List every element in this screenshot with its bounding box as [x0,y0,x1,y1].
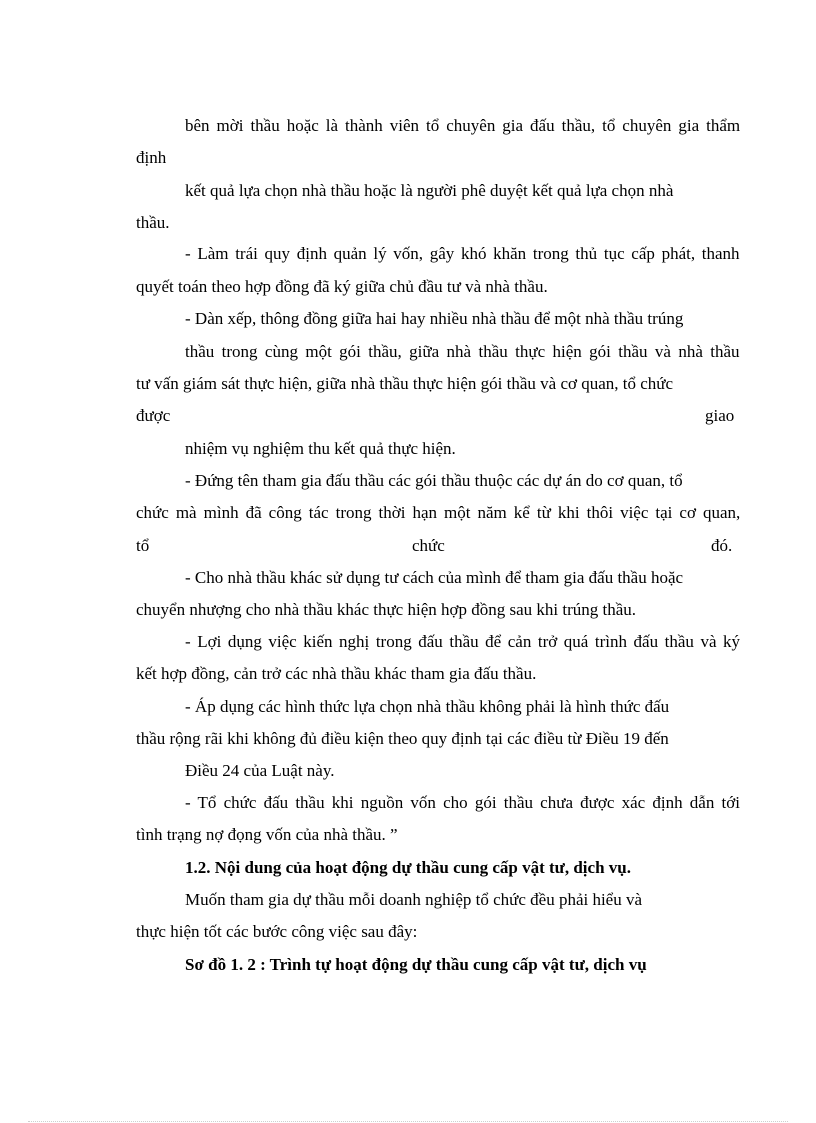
text-word: được [136,406,171,425]
text-line: kết quả lựa chọn nhà thầu hoặc là người phê duyệt kết quả lựa chọn nhà [185,181,674,200]
text-line: thầu rộng rãi khi không đủ điều kiện theo quy định tại các điều từ Điều 19 đến [136,729,669,748]
intro-text-line: Muốn tham gia dự thầu mỗi doanh nghiệp tổ chức đều phải hiểu và [185,890,643,909]
text-line: Điều 24 của Luật này. [185,761,335,780]
text-line: thầu trong cùng một gói thầu, giữa nhà thầu thực hiện gói thầu và nhà thầu [185,342,740,361]
text-line: - Dàn xếp, thông đồng giữa hai hay nhiều nhà thầu để một nhà thầu trúng [185,309,684,328]
text-line: nhiệm vụ nghiệm thu kết quả thực hiện. [185,439,456,458]
section-heading: 1.2. Nội dung của hoạt động dự thầu cung cấp vật tư, dịch vụ. [185,858,631,877]
text-line: chuyển nhượng cho nhà thầu khác thực hiện hợp đồng sau khi trúng thầu. [136,600,637,619]
text-line: - Áp dụng các hình thức lựa chọn nhà thầu không phải là hình thức đấu [185,697,670,716]
diagram-caption: Sơ đồ 1. 2 : Trình tự hoạt động dự thầu cung cấp vật tư, dịch vụ [185,955,647,974]
text-word: giao [705,406,735,425]
text-line: quyết toán theo hợp đồng đã ký giữa chủ đầu tư và nhà thầu. [136,277,548,296]
text-line: tư vấn giám sát thực hiện, giữa nhà thầu thực hiện gói thầu và cơ quan, tổ chức [136,374,674,393]
text-line: - Lợi dụng việc kiến nghị trong đấu thầu để cản trở quá trình đấu thầu và ký [185,632,741,651]
text-line: thầu. [136,213,170,232]
page-bottom-rule [28,1121,788,1122]
text-line: tình trạng nợ đọng vốn của nhà thầu. ” [136,825,398,844]
intro-text-line: thực hiện tốt các bước công việc sau đây: [136,922,418,941]
text-line: - Tổ chức đấu thầu khi nguồn vốn cho gói thầu chưa được xác định dẫn tới [185,793,740,812]
text-word: tổ [136,536,150,555]
text-line: kết hợp đồng, cản trở các nhà thầu khác tham gia đấu thầu. [136,664,537,683]
text-word: đó. [711,536,733,555]
text-line: - Cho nhà thầu khác sử dụng tư cách của mình để tham gia đấu thầu hoặc [185,568,684,587]
text-line: định [136,148,167,167]
text-line: chức mà mình đã công tác trong thời hạn một năm kể từ khi thôi việc tại cơ quan, [136,503,741,522]
text-word: chức [412,536,445,555]
text-line: - Đứng tên tham gia đấu thầu các gói thầu thuộc các dự án do cơ quan, tổ [185,471,683,490]
text-line: - Làm trái quy định quản lý vốn, gây khó khăn trong thủ tục cấp phát, thanh [185,244,740,263]
text-line: bên mời thầu hoặc là thành viên tổ chuyên gia đấu thầu, tổ chuyên gia thẩm [185,116,741,135]
